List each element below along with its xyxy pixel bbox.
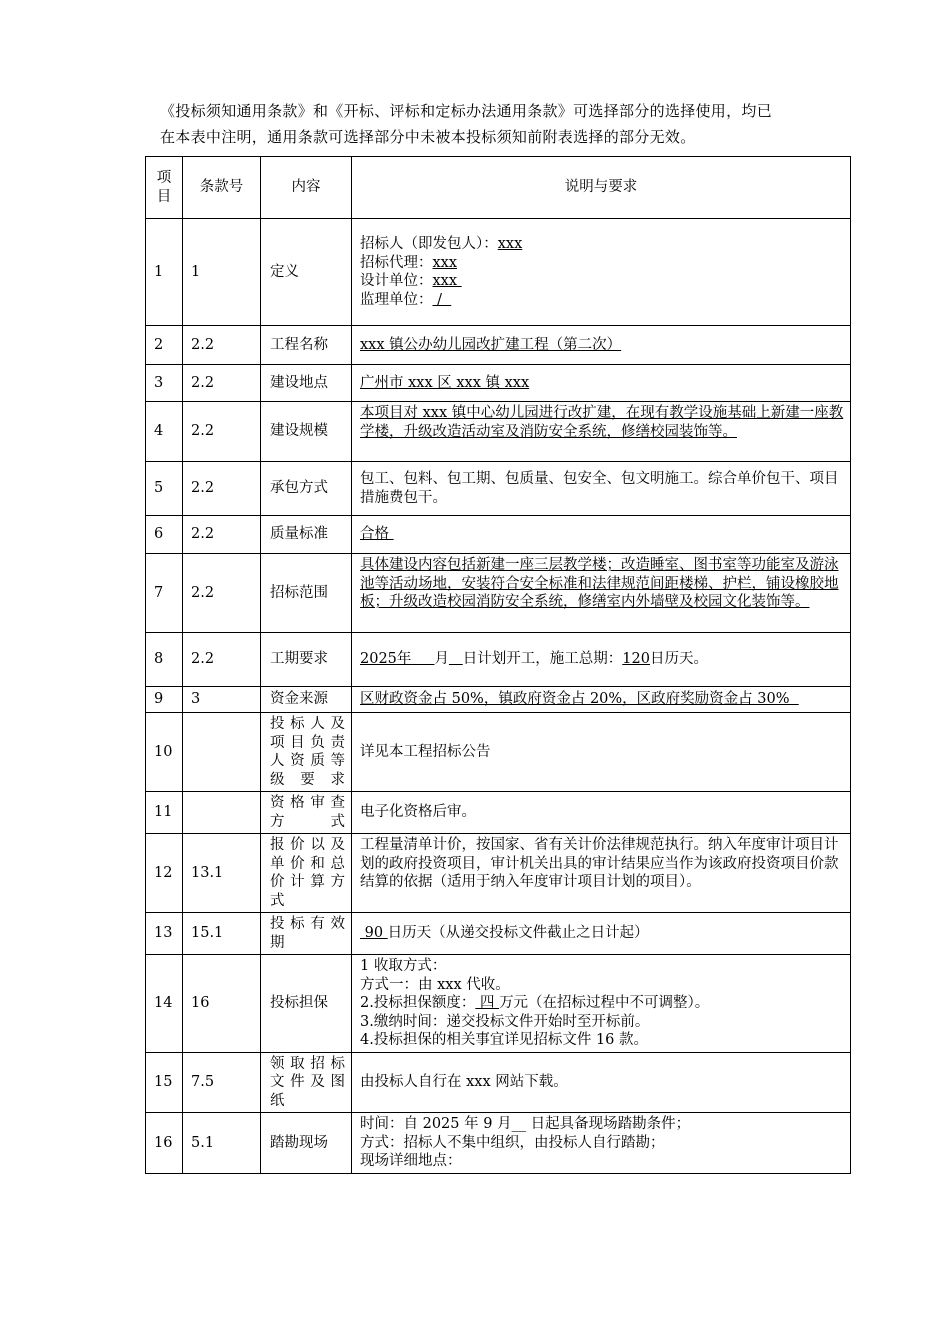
row-content: 定义 [261, 219, 352, 326]
guarantee-amount-label: 2.投标担保额度： [360, 995, 476, 1011]
project-name: xxx 镇公办幼儿园改扩建工程（第二次） [360, 336, 622, 353]
row-number: 16 [146, 1113, 183, 1174]
row-clause: 7.5 [183, 1052, 261, 1113]
row-clause [183, 792, 261, 834]
table-row [146, 554, 851, 633]
row-content: 资金来源 [261, 687, 352, 713]
definition-label: 招标代理： [360, 254, 433, 271]
row-number: 7 [146, 554, 183, 633]
row-description: 详见本工程招标公告 [352, 713, 851, 792]
row-description [352, 554, 851, 633]
start-year: 2025 [360, 651, 397, 668]
row-content: 领取招标文件及图纸 [261, 1052, 352, 1113]
row-number: 4 [146, 402, 183, 462]
site-visit-line: 方式：招标人不集中组织，由投标人自行踏勘； [360, 1134, 665, 1151]
row-clause: 2.2 [183, 633, 261, 687]
table-row [146, 516, 851, 554]
row-clause: 2.2 [183, 516, 261, 554]
row-description [352, 219, 851, 326]
definition-label: 招标人（即发包人）： [360, 236, 498, 252]
row-clause: 2.2 [183, 326, 261, 365]
row-clause: 2.2 [183, 402, 261, 462]
row-content: 报价以及单价和总价计算方式 [261, 834, 352, 913]
bid-scope: 具体建设内容包括新建一座三层教学楼；改造睡室、图书室等功能室及游泳池等活动场地，安装符合安全标准和法律规范间距楼梯、护栏，铺设橡胶地板；升级改造校园消防安全系统，修缮室内外墙壁及校园文化装饰等。 [360, 557, 839, 610]
table-row [146, 402, 851, 462]
row-number: 5 [146, 462, 183, 516]
row-content: 承包方式 [261, 462, 352, 516]
bid-notice-table [145, 156, 851, 1174]
row-number: 12 [146, 834, 183, 913]
row-description [352, 365, 851, 402]
site-visit-line: 现场详细地点： [360, 1153, 462, 1169]
header-item: 项目 [146, 157, 183, 219]
row-description [352, 516, 851, 554]
definition-value: xxx [497, 236, 523, 252]
construction-scale: 本项目对 xxx 镇中心幼儿园进行改扩建，在现有教学设施基础上新建一座教学楼，升级改造活动室及消防安全系统，修缮校园装饰等。 [360, 405, 844, 440]
row-description: 电子化资格后审。 [352, 792, 851, 834]
table-row [146, 713, 851, 792]
table-row [146, 792, 851, 834]
row-number: 14 [146, 955, 183, 1053]
start-day [449, 651, 463, 667]
table-row [146, 462, 851, 516]
duration-days: 120 [622, 651, 650, 668]
row-content: 质量标准 [261, 516, 352, 554]
row-number: 8 [146, 633, 183, 687]
row-content: 踏勘现场 [261, 1113, 352, 1174]
construction-site: 广州市 xxx 区 xxx 镇 xxx [360, 374, 530, 391]
row-clause: 5.1 [183, 1113, 261, 1174]
row-description [352, 913, 851, 955]
row-number: 2 [146, 326, 183, 365]
row-clause: 2.2 [183, 462, 261, 516]
duration-text: 日计划开工，施工总期： [462, 651, 623, 668]
row-number: 9 [146, 687, 183, 713]
row-number: 3 [146, 365, 183, 402]
row-clause: 2.2 [183, 365, 261, 402]
row-description [352, 326, 851, 365]
row-clause: 2.2 [183, 554, 261, 633]
row-number: 10 [146, 713, 183, 792]
definition-value: xxx [432, 273, 462, 289]
row-clause: 16 [183, 955, 261, 1053]
funding-source: 区财政资金占 50%，镇政府资金占 20%，区政府奖励资金占 30% [360, 691, 799, 708]
guarantee-line: 3.缴纳时间：递交投标文件开始时至开标前。 [360, 1013, 650, 1030]
table-row [146, 326, 851, 365]
row-content: 资格审查方式 [261, 792, 352, 834]
header-content: 内容 [261, 157, 352, 219]
row-clause: 3 [183, 687, 261, 713]
table-row [146, 913, 851, 955]
row-description: 由投标人自行在 xxx 网站下载。 [352, 1052, 851, 1113]
intro-line-2: 在本表中注明，通用条款可选择部分中未被本投标须知前附表选择的部分无效。 [160, 128, 696, 146]
row-content: 建设规模 [261, 402, 352, 462]
year-label: 年 [396, 651, 412, 668]
site-visit-line: 时间：自 2025 年 9 月__ 日起具备现场踏勘条件； [360, 1116, 691, 1132]
row-clause [183, 713, 261, 792]
table-row [146, 633, 851, 687]
guarantee-line: 方式一：由 xxx 代收。 [360, 976, 510, 993]
table-row [146, 219, 851, 326]
row-description [352, 1113, 851, 1174]
row-clause: 1 [183, 219, 261, 326]
row-content: 投标有效期 [261, 913, 352, 955]
row-clause: 13.1 [183, 834, 261, 913]
table-row [146, 955, 851, 1053]
row-description [352, 402, 851, 462]
definition-label: 设计单位： [360, 273, 433, 289]
intro-paragraph [160, 98, 840, 150]
intro-line-1: 《投标须知通用条款》和《开标、评标和定标办法通用条款》可选择部分的选择使用，均已 [160, 102, 773, 120]
row-description: 包工、包料、包工期、包质量、包安全、包文明施工。综合单价包干、项目措施费包干。 [352, 462, 851, 516]
table-row [146, 365, 851, 402]
row-content: 投标担保 [261, 955, 352, 1053]
guarantee-amount: 四 [475, 995, 500, 1011]
row-description [352, 687, 851, 713]
row-number: 15 [146, 1052, 183, 1113]
definition-value: xxx [432, 254, 458, 271]
row-content: 工程名称 [261, 326, 352, 365]
month-label: 月 [434, 651, 449, 668]
row-content: 建设地点 [261, 365, 352, 402]
duration-unit: 日历天。 [649, 651, 708, 668]
start-month [411, 651, 434, 667]
row-description [352, 955, 851, 1053]
row-content: 工期要求 [261, 633, 352, 687]
row-content: 招标范围 [261, 554, 352, 633]
definition-value: / [432, 291, 452, 308]
row-number: 1 [146, 219, 183, 326]
row-content: 投标人及项目负责人资质等级要求 [261, 713, 352, 792]
table-header-row [146, 157, 851, 219]
row-number: 6 [146, 516, 183, 554]
guarantee-amount-unit: 万元（在招标过程中不可调整）。 [499, 995, 710, 1011]
table-row [146, 834, 851, 913]
row-number: 11 [146, 792, 183, 834]
row-clause: 15.1 [183, 913, 261, 955]
validity-days: 90 [360, 925, 388, 942]
header-description: 说明与要求 [352, 157, 851, 219]
row-number: 13 [146, 913, 183, 955]
table-row [146, 1052, 851, 1113]
guarantee-line: 1 收取方式： [360, 958, 447, 974]
guarantee-line: 4.投标担保的相关事宜详见招标文件 16 款。 [360, 1032, 649, 1048]
header-clause: 条款号 [183, 157, 261, 219]
definition-label: 监理单位： [360, 291, 433, 308]
row-description: 工程量清单计价，按国家、省有关计价法律规范执行。纳入年度审计项目计划的政府投资项目，审计机关出具的审计结果应当作为该政府投资项目价款结算的依据（适用于纳入年度审计项目计划的项目）。 [352, 834, 851, 913]
row-description [352, 633, 851, 687]
quality-standard: 合格 [360, 526, 394, 543]
table-row [146, 687, 851, 713]
table-row [146, 1113, 851, 1174]
validity-text: 日历天（从递交投标文件截止之日计起） [387, 925, 649, 942]
